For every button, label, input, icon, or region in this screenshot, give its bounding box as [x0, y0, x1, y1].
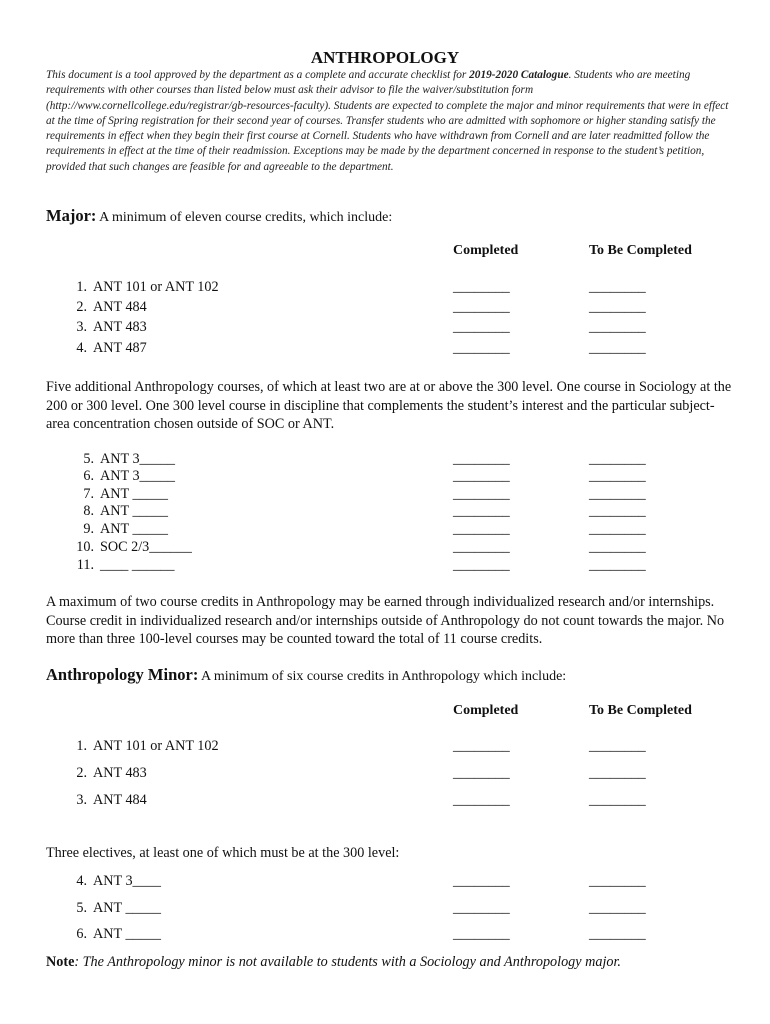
- to-be-completed-field[interactable]: ________: [589, 900, 646, 916]
- to-be-completed-field[interactable]: ________: [589, 279, 646, 295]
- page-title: ANTHROPOLOGY: [310, 48, 460, 67]
- completed-field[interactable]: ________: [453, 503, 510, 519]
- note-label: Note: [46, 954, 75, 970]
- completed-field[interactable]: ________: [453, 340, 510, 356]
- to-be-completed-field[interactable]: ________: [589, 468, 646, 484]
- completed-field[interactable]: ________: [453, 792, 510, 808]
- intro-text-1: This document is a tool approved by the department as a complete and accurate checklist for: [46, 69, 470, 81]
- note-text: : The Anthropology minor is not available to students with a Sociology and Anthropology major.: [74, 954, 621, 970]
- minor-elective-item-5: 5. ANT _____: [76, 900, 161, 916]
- completed-field[interactable]: ________: [453, 926, 510, 942]
- minor-note: [46, 954, 621, 971]
- minor-core-item-2: 2. ANT 483: [76, 765, 147, 781]
- major-col-to-be-completed: To Be Completed: [589, 243, 692, 258]
- to-be-completed-field[interactable]: ________: [589, 792, 646, 808]
- completed-field[interactable]: ________: [453, 451, 510, 467]
- major-elective-item-5: 5. ANT 3_____: [83, 451, 176, 467]
- to-be-completed-field[interactable]: ________: [589, 557, 646, 573]
- completed-field[interactable]: ________: [453, 521, 510, 537]
- major-elective-item-11: 11. ____ ______: [76, 557, 175, 573]
- completed-field[interactable]: ________: [453, 738, 510, 754]
- to-be-completed-field[interactable]: ________: [589, 451, 646, 467]
- major-label: Major:: [46, 206, 97, 225]
- to-be-completed-field[interactable]: ________: [589, 340, 646, 356]
- to-be-completed-field[interactable]: ________: [589, 503, 646, 519]
- completed-field[interactable]: ________: [453, 486, 510, 502]
- minor-col-to-be-completed: To Be Completed: [589, 703, 692, 718]
- major-heading: [46, 206, 392, 226]
- minor-text: A minimum of six course credits in Anthropology which include:: [198, 669, 567, 684]
- major-col-completed: Completed: [453, 243, 519, 258]
- minor-elective-item-6: 6. ANT _____: [76, 926, 161, 942]
- major-core-item-4: 4. ANT 487: [76, 340, 147, 356]
- completed-field[interactable]: ________: [453, 900, 510, 916]
- major-elective-item-7: 7. ANT _____: [83, 486, 168, 502]
- completed-field[interactable]: ________: [453, 319, 510, 335]
- minor-elective-item-4: 4. ANT 3____: [76, 873, 161, 889]
- major-core-item-1: 1. ANT 101 or ANT 102: [76, 279, 219, 295]
- completed-field[interactable]: ________: [453, 873, 510, 889]
- major-maximum-paragraph: A maximum of two course credits in Anthropology may be earned through individualized research and/or internships. Course credit in individualized research and/or internships outside of Anthropology do not count towards the major. No more than three 100-level courses may be counted toward the total of 11 course credits.: [46, 594, 725, 647]
- minor-heading: [46, 665, 566, 685]
- completed-field[interactable]: ________: [453, 299, 510, 315]
- major-additional-paragraph: Five additional Anthropology courses, of which at least two are at or above the 300 level. One course in Sociology at the 200 or 300 level. One 300 level course in discipline that complements the student’s interest and the particular subject-area concentration chosen outside of SOC or ANT.: [46, 379, 732, 432]
- to-be-completed-field[interactable]: ________: [589, 521, 646, 537]
- completed-field[interactable]: ________: [453, 279, 510, 295]
- to-be-completed-field[interactable]: ________: [589, 765, 646, 781]
- intro-text-2: . Students who are meeting requirements with other courses than listed below must ask their advisor to file the waiver/substitution form (http://www.cornellcollege.edu/registrar/gb-resources-faculty). Students are expected to complete the major and minor requirements that were in effect at the time of Spring registration for their second year of courses. Transfer students who are admitted with sophomore or higher standing satisfy the requirements in effect when they begin their first course at Cornell. Students who have withdrawn from Cornell and are later readmitted follow the requirements in effect at the time of their readmission. Exceptions may be made by the department concerned in response to the student’s petition, provided that such changes are feasible for and agreeable to the department.: [46, 69, 729, 173]
- major-core-item-3: 3. ANT 483: [76, 319, 147, 335]
- minor-core-item-1: 1. ANT 101 or ANT 102: [76, 738, 219, 754]
- minor-core-item-3: 3. ANT 484: [76, 792, 147, 808]
- completed-field[interactable]: ________: [453, 765, 510, 781]
- to-be-completed-field[interactable]: ________: [589, 486, 646, 502]
- major-text: A minimum of eleven course credits, which include:: [96, 210, 393, 225]
- major-core-item-2: 2. ANT 484: [76, 299, 147, 315]
- to-be-completed-field[interactable]: ________: [589, 873, 646, 889]
- minor-label: Anthropology Minor:: [46, 665, 199, 684]
- major-elective-item-10: 10. SOC 2/3______: [76, 539, 192, 555]
- to-be-completed-field[interactable]: ________: [589, 539, 646, 555]
- to-be-completed-field[interactable]: ________: [589, 926, 646, 942]
- completed-field[interactable]: ________: [453, 539, 510, 555]
- minor-col-completed: Completed: [453, 703, 519, 718]
- completed-field[interactable]: ________: [453, 468, 510, 484]
- intro-paragraph: [46, 68, 736, 175]
- major-elective-item-8: 8. ANT _____: [83, 503, 168, 519]
- minor-electives-text: Three electives, at least one of which must be at the 300 level:: [46, 845, 400, 861]
- major-elective-item-9: 9. ANT _____: [83, 521, 168, 537]
- intro-catalogue: 2019-2020 Catalogue: [469, 69, 569, 81]
- to-be-completed-field[interactable]: ________: [589, 738, 646, 754]
- major-elective-item-6: 6. ANT 3_____: [83, 468, 176, 484]
- to-be-completed-field[interactable]: ________: [589, 299, 646, 315]
- completed-field[interactable]: ________: [453, 557, 510, 573]
- to-be-completed-field[interactable]: ________: [589, 319, 646, 335]
